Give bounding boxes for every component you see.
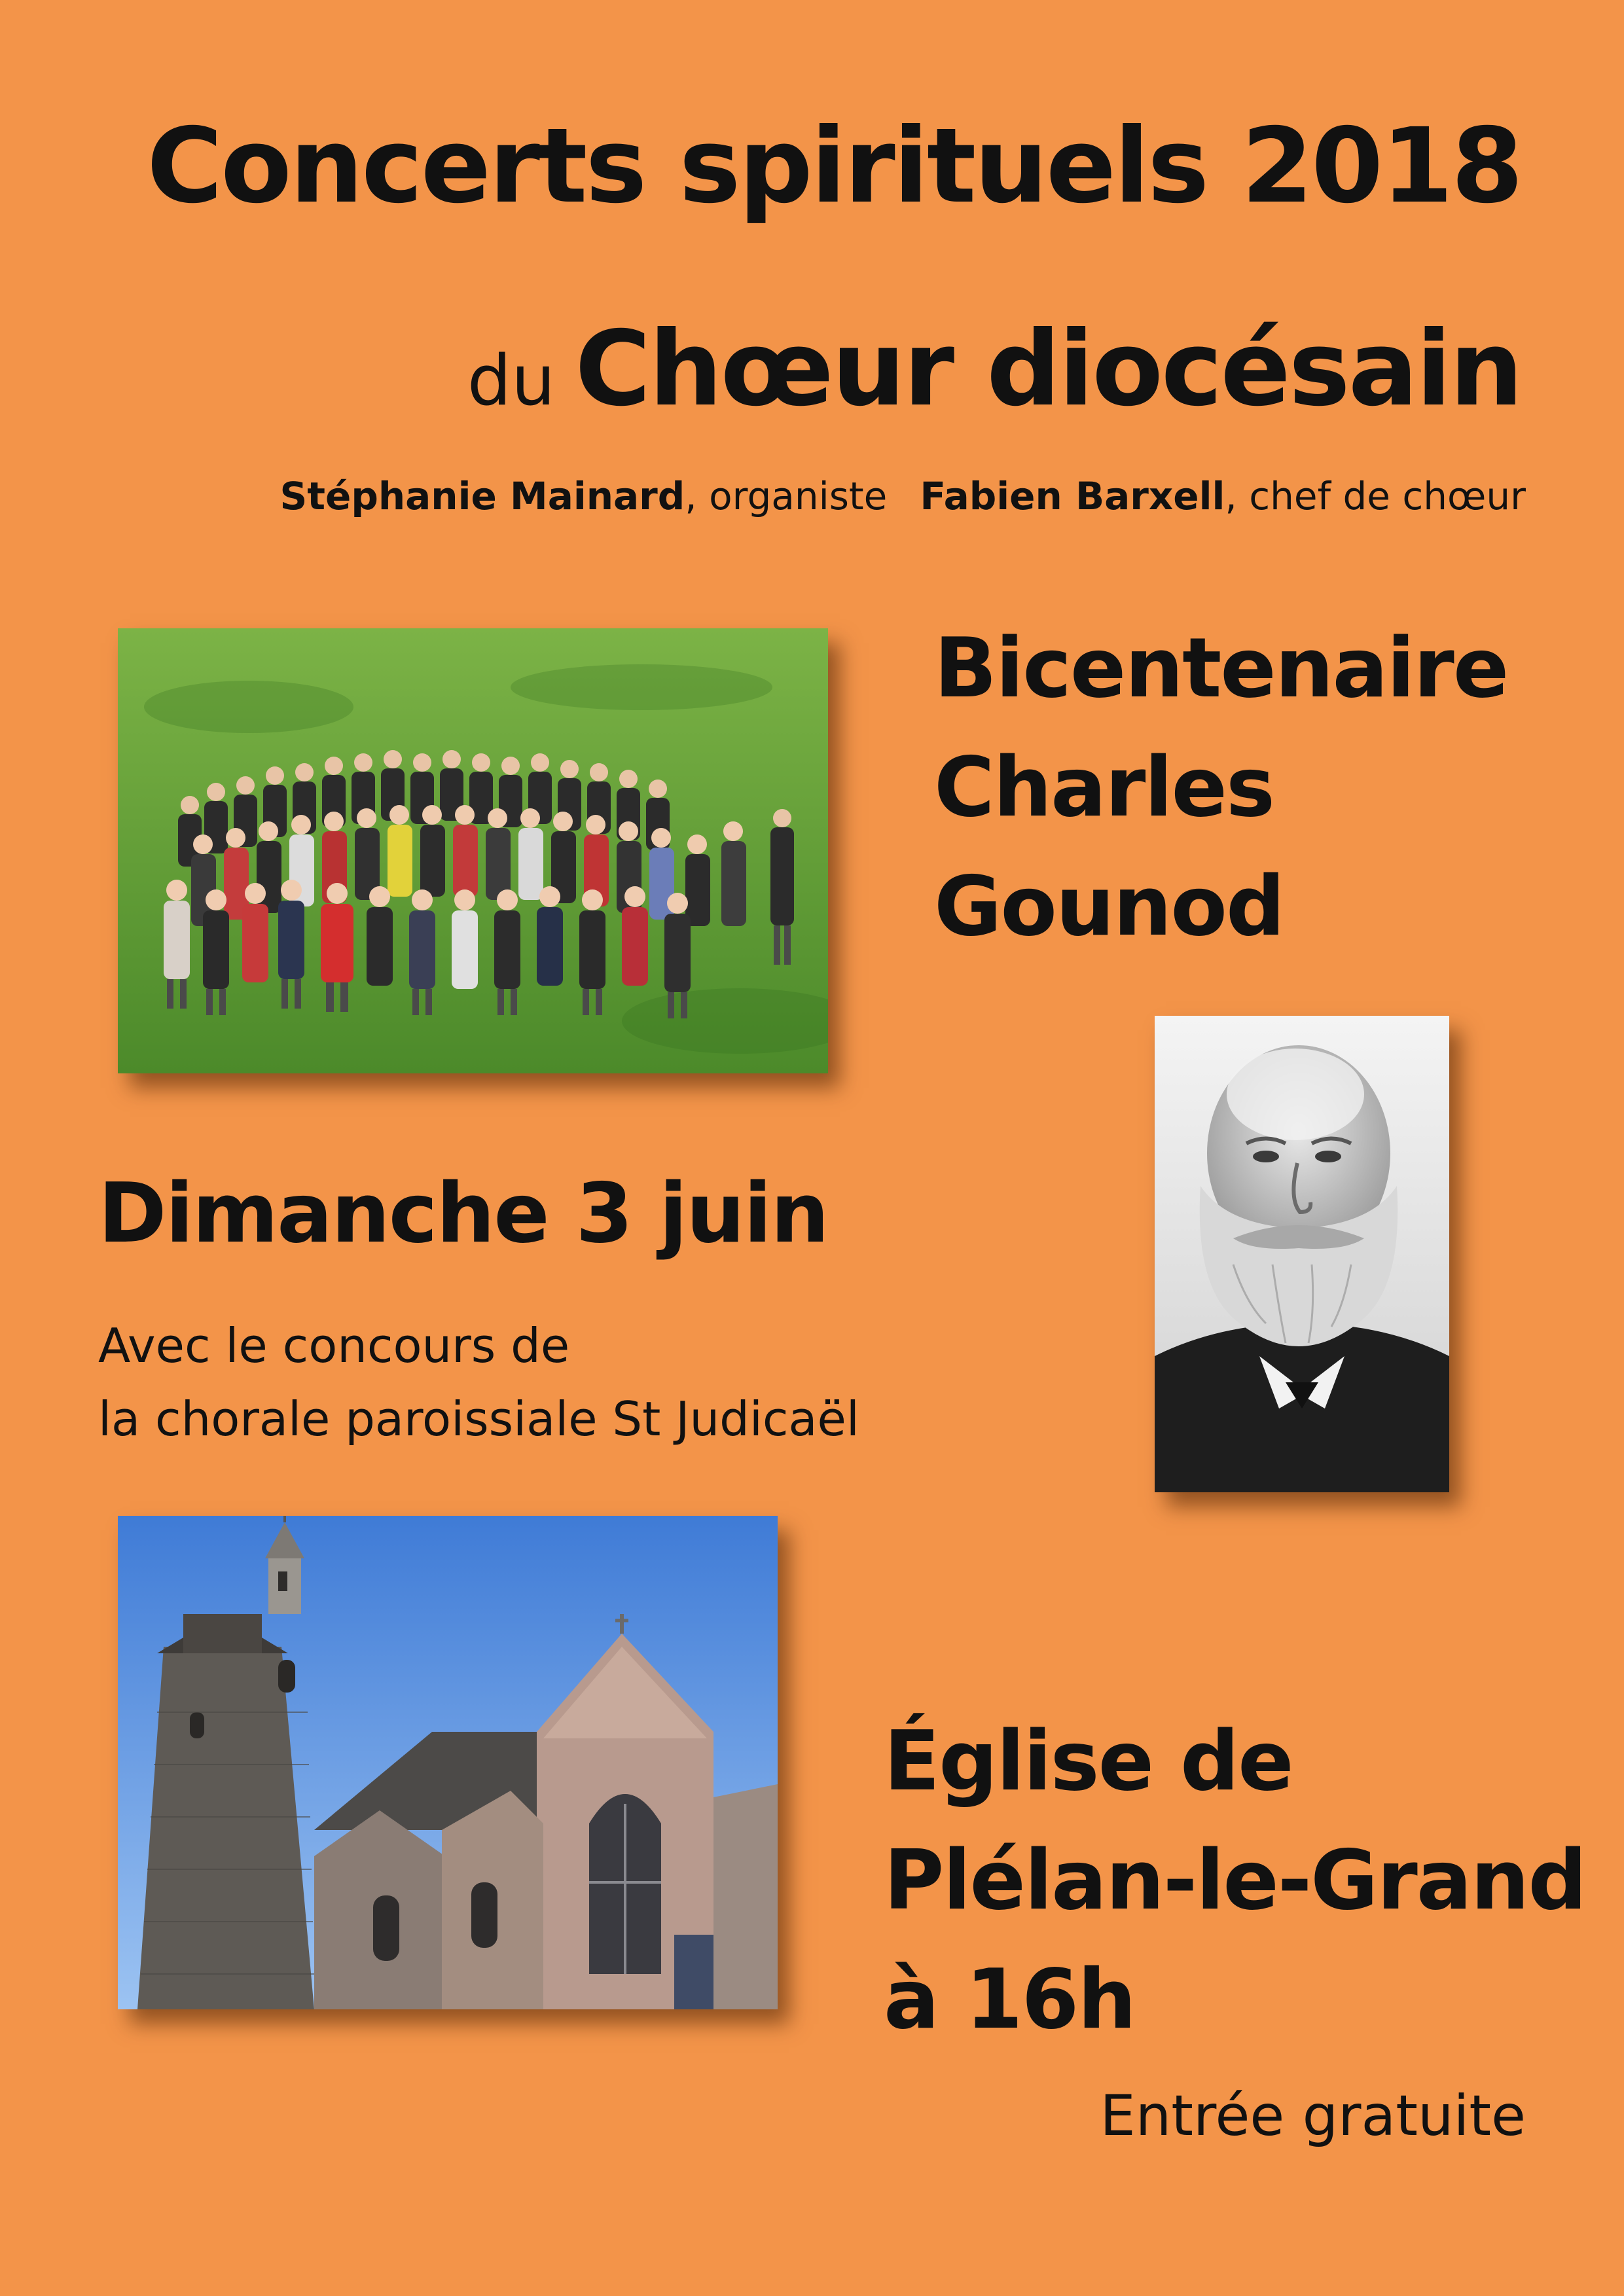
guest-choir-line: la chorale paroissiale St Judicaël xyxy=(98,1391,859,1446)
poster-title: Concerts spirituels 2018 xyxy=(147,106,1521,226)
organist-name: Stéphanie Mainard xyxy=(280,474,685,518)
bicentenary-line: Charles xyxy=(934,739,1274,835)
organist-role: , organiste xyxy=(685,474,888,518)
venue-line: Église de xyxy=(884,1713,1293,1809)
subtitle-prefix: du xyxy=(467,340,556,421)
event-date: Dimanche 3 juin xyxy=(98,1165,828,1261)
guest-choir-note xyxy=(98,1309,859,1456)
bicentenary-line: Gounod xyxy=(934,858,1284,954)
venue-line: à 16h xyxy=(884,1951,1135,2047)
subtitle-main: Chœur diocésain xyxy=(575,309,1521,429)
performer-credits xyxy=(280,476,1526,518)
church-photo xyxy=(118,1516,778,2009)
guest-choir-line: Avec le concours de xyxy=(98,1318,570,1373)
bicentenary-line: Bicentenaire xyxy=(934,620,1508,716)
venue-heading xyxy=(884,1702,1586,2059)
poster-subtitle xyxy=(467,309,1521,429)
gounod-portrait xyxy=(1155,1016,1449,1492)
conductor-name: Fabien Barxell xyxy=(920,474,1225,518)
venue-line: Plélan-le-Grand xyxy=(884,1832,1586,1928)
free-entry-note: Entrée gratuite xyxy=(1100,2083,1526,2149)
choir-photo xyxy=(118,628,828,1073)
bicentenary-heading xyxy=(934,609,1507,966)
conductor-role: , chef de chœur xyxy=(1225,474,1526,518)
